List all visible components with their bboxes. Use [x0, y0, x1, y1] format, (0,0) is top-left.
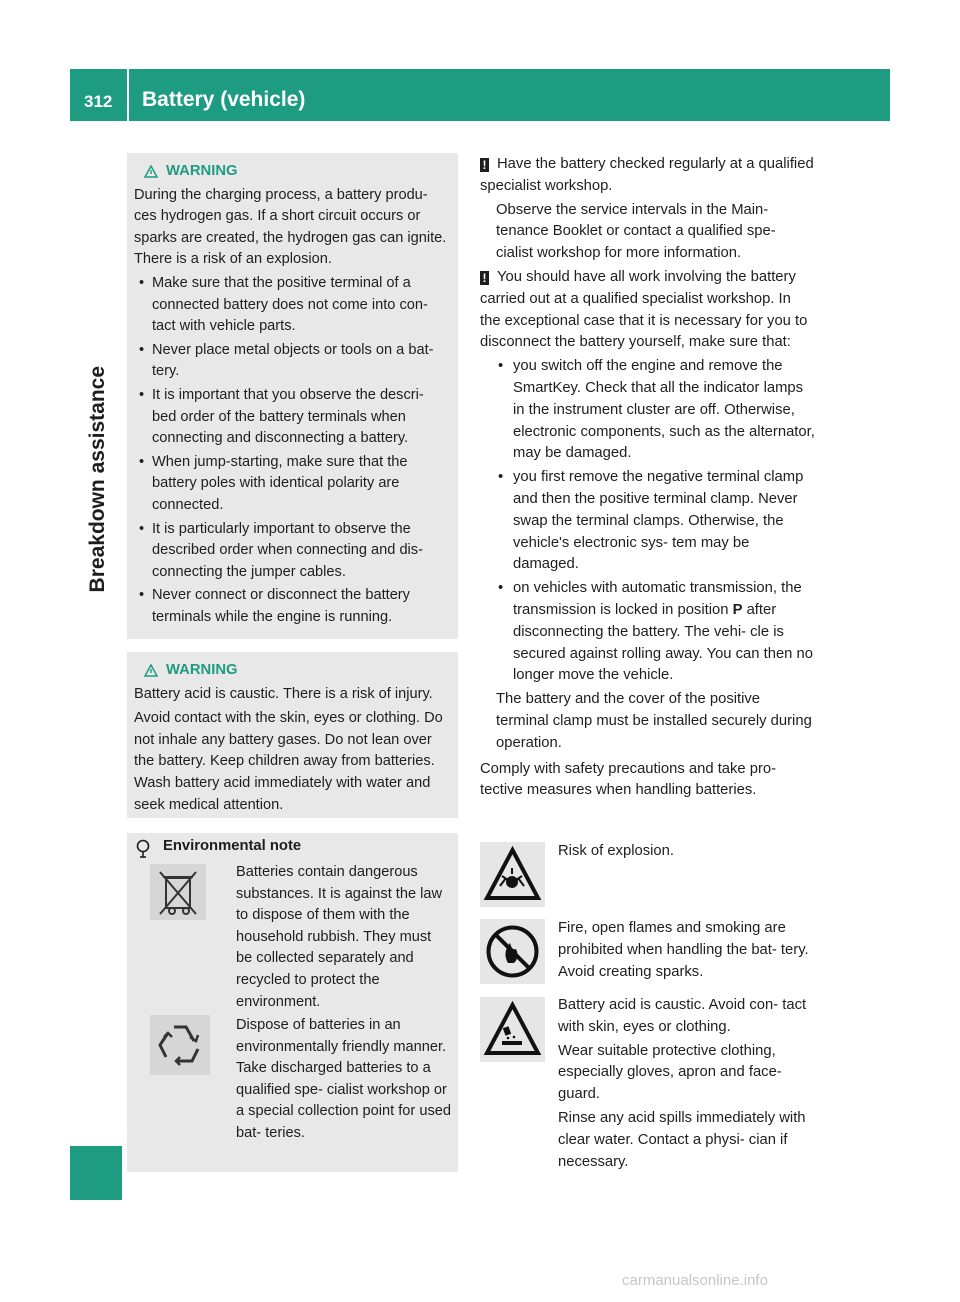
gear-position-p: P	[732, 601, 743, 618]
warning-heading	[144, 161, 452, 183]
symbol-description	[558, 918, 818, 985]
note-text: The battery and the cover of the positive terminal clamp must be installed securely during operation.	[496, 691, 812, 751]
note-bullet-text: on vehicles with automatic transmission, the transmission is locked in position	[513, 580, 802, 618]
symbol-description	[558, 995, 818, 1175]
no-fire-icon	[480, 919, 545, 984]
corrosive-warning-icon	[480, 997, 545, 1062]
exclamation-icon: !	[480, 158, 489, 172]
exclamation-icon: !	[480, 271, 489, 285]
warning-heading-text: WARNING	[166, 662, 238, 678]
safety-text: Comply with safety precautions and take pro- tective measures when handling batteries.	[480, 760, 777, 799]
warning-bullet: • Make sure that the positive terminal of a connected battery does not come into con- tact with vehicle parts.	[134, 273, 452, 338]
warning-text: Avoid contact with the skin, eyes or clothing. Do not inhale any battery gases. Do not lean over the battery. Keep children away from batteries. Wash battery acid immediately with water and seek medical attention.	[134, 710, 443, 813]
warning-triangle-icon	[144, 165, 158, 178]
environmental-note-text: Dispose of batteries in an environmentally friendly manner. Take discharged batteries to a qualified spe- cialist workshop or a special collection point for used bat- teries.	[236, 1017, 451, 1141]
warning-bullet: • When jump-starting, make sure that the battery poles with identical polarity are connected.	[134, 452, 452, 517]
explosion-warning-icon	[480, 842, 545, 907]
watermark: carmanualsonline.info	[622, 1272, 768, 1289]
symbol-description	[558, 841, 818, 865]
environmental-note-heading: Environmental note	[163, 838, 302, 854]
symbol-text: Battery acid is caustic. Avoid con- tact with skin, eyes or clothing.	[558, 997, 807, 1035]
header-divider	[127, 69, 129, 121]
symbol-text: Risk of explosion.	[558, 843, 674, 859]
side-tab-label: Breakdown assistance	[86, 366, 109, 593]
note-paragraph	[480, 154, 815, 198]
warning-box-hydrogen	[127, 153, 458, 639]
environmental-note-box	[127, 833, 458, 1172]
recycle-icon	[150, 1015, 210, 1075]
page-title: Battery (vehicle)	[142, 88, 306, 111]
warning-bullet: • It is important that you observe the descri- bed order of the battery terminals when connecting and disconnecting a battery.	[134, 385, 452, 450]
note-text: Have the battery checked regularly at a qualified specialist workshop.	[480, 156, 814, 194]
note-text: You should have all work involving the battery carried out at a qualified specialist workshop. In the exceptional case that it is necessary for you to disconnect the battery yourself, make sure that:	[480, 268, 808, 351]
note-paragraph	[480, 267, 815, 354]
warning-bullet: • Never place metal objects or tools on a bat- tery.	[134, 340, 452, 383]
warning-triangle-icon	[144, 664, 158, 677]
warning-intro: During the charging process, a battery produ- ces hydrogen gas. If a short circuit occurs or sparks are created, the hydrogen gas can ignite. There is a risk of an explosion.	[134, 186, 447, 268]
lightbulb-icon	[135, 839, 151, 859]
symbol-text: Fire, open flames and smoking are prohibited when handling the bat- tery. Avoid creating sparks.	[558, 920, 809, 980]
right-column-notes	[480, 154, 815, 802]
environmental-note-text: Batteries contain dangerous substances. It is against the law to dispose of them with the household rubbish. They must be collected separately and recycled to protect the environment.	[236, 864, 443, 1010]
symbol-text: Wear suitable protective clothing, especially gloves, apron and face- guard.	[558, 1042, 782, 1103]
crossed-bin-icon	[150, 864, 206, 920]
symbol-text: Rinse any acid spills immediately with clear water. Contact a physi- cian if necessary.	[558, 1109, 806, 1170]
warning-heading-text: WARNING	[166, 163, 238, 179]
note-bullet: • you switch off the engine and remove the SmartKey. Check that all the indicator lamps in the instrument cluster are off. Otherwise, electronic components, such as the alternator, may be damaged.	[480, 356, 815, 465]
warning-bullet: • It is particularly important to observe the described order when connecting and dis- connecting the jumper cables.	[134, 519, 452, 584]
warning-box-acid	[127, 652, 458, 818]
side-tab-marker	[70, 1146, 122, 1200]
page-number: 312	[84, 92, 113, 111]
note-bullet: • you first remove the negative terminal clamp and then the positive terminal clamp. Never swap the terminal clamps. Otherwise, the vehicle's electronic sys- tem may be damaged.	[480, 467, 815, 576]
warning-text: Battery acid is caustic. There is a risk of injury.	[134, 685, 433, 702]
note-bullet-text: after disconnecting the battery. The vehi- cle is secured against rolling away. You can then no longer move the vehicle.	[513, 601, 813, 684]
warning-heading	[144, 660, 452, 682]
note-text: Observe the service intervals in the Main- tenance Booklet or contact a qualified spe- cialist workshop for more information.	[496, 201, 776, 262]
warning-bullet: • Never connect or disconnect the battery terminals while the engine is running.	[134, 585, 452, 628]
note-bullet	[480, 578, 815, 687]
